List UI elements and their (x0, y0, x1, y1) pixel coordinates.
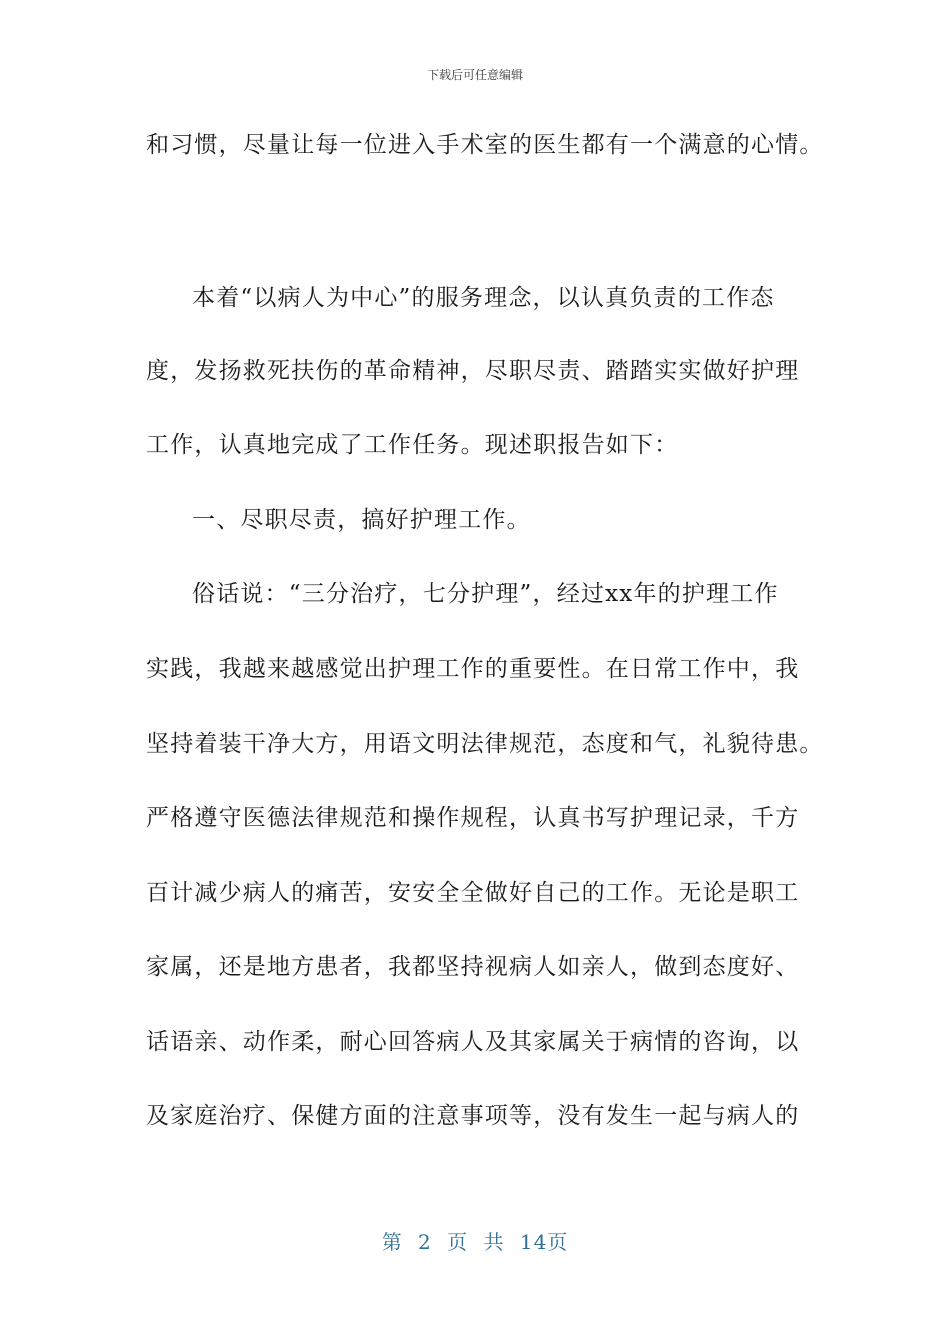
footer-label-di: 第 (381, 1230, 403, 1254)
footer-label-gong: 共 (483, 1230, 505, 1254)
body-line: 百计减少病人的痛苦，安安全全做好自己的工作。无论是职工 (146, 880, 800, 906)
body-line: 家属，还是地方患者，我都坚持视病人如亲人，做到态度好、 (146, 954, 800, 980)
section-heading: 一、尽职尽责，搞好护理工作。 (192, 507, 531, 533)
footer-page-number: 2 (418, 1230, 432, 1254)
body-line: 和习惯，尽量让每一位进入手术室的医生都有一个满意的心情。 (146, 132, 824, 158)
page-footer (0, 1226, 950, 1255)
body-line: 严格遵守医德法律规范和操作规程，认真书写护理记录，千方 (146, 805, 800, 831)
body-line: 俗话说：“三分治疗，七分护理”，经过xx年的护理工作 (192, 581, 779, 607)
body-line: 及家庭治疗、保健方面的注意事项等，没有发生一起与病人的 (146, 1103, 800, 1129)
body-line: 坚持着装干净大方，用语文明法律规范，态度和气，礼貌待患。 (146, 731, 824, 757)
body-line: 实践，我越来越感觉出护理工作的重要性。在日常工作中，我 (146, 656, 800, 682)
body-line: 度，发扬救死扶伤的革命精神，尽职尽责、踏踏实实做好护理 (146, 358, 800, 384)
footer-label-ye: 页 (447, 1230, 469, 1254)
body-line: 话语亲、动作柔，耐心回答病人及其家属关于病情的咨询，以 (146, 1029, 800, 1055)
body-line: 本着“以病人为中心”的服务理念，以认真负责的工作态 (192, 285, 775, 311)
footer-total-pages: 14页 (519, 1230, 569, 1254)
header-note: 下载后可任意编辑 (426, 68, 523, 82)
body-line: 工作，认真地完成了工作任务。现述职报告如下： (146, 432, 679, 458)
